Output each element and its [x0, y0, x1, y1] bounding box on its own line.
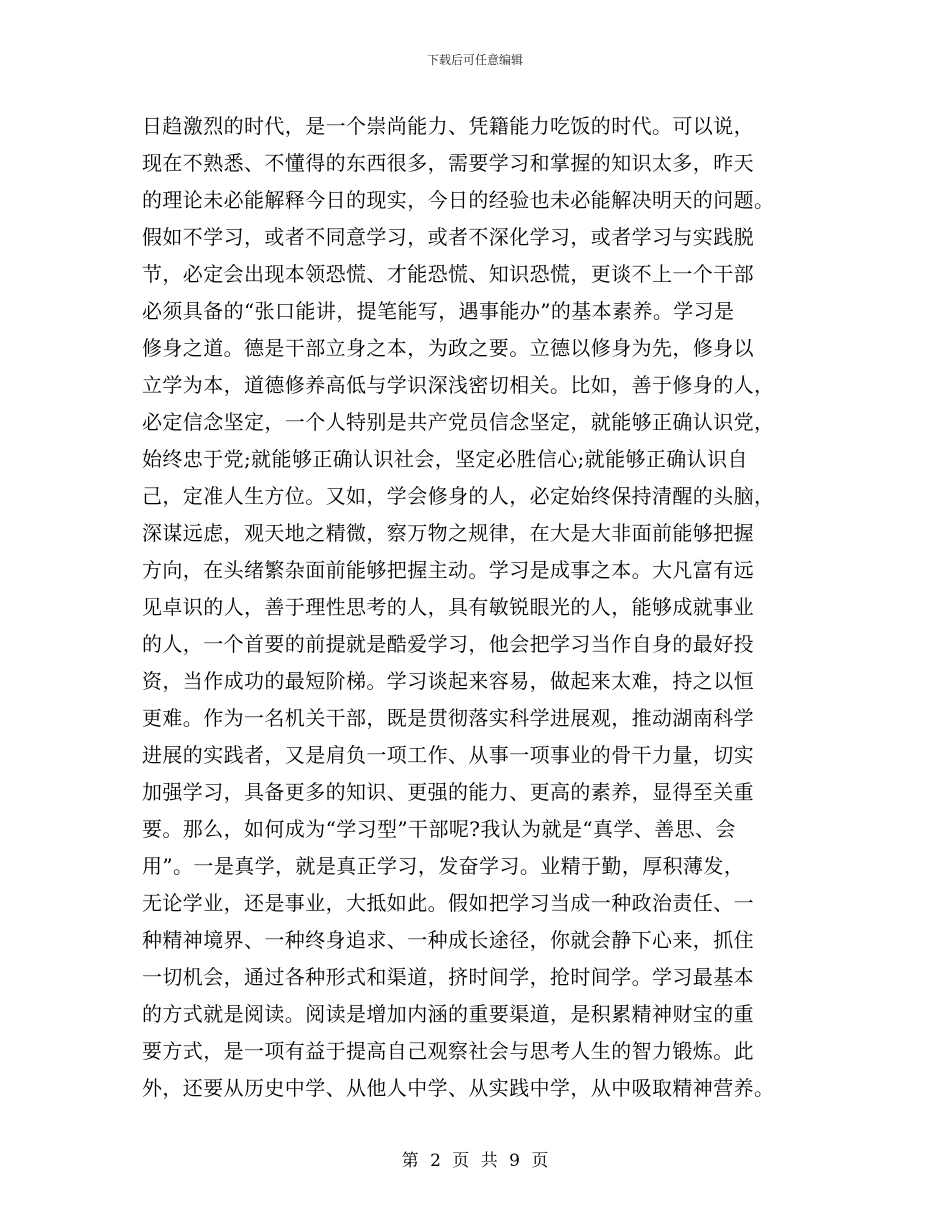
body-line: 的理论未必能解释今日的现实，今日的经验也未必能解决明天的问题。	[142, 188, 775, 212]
body-line: 必定信念坚定，一个人特别是共产党员信念坚定，就能够正确认识党，	[142, 410, 775, 434]
body-line: 的方式就是阅读。阅读是增加内涵的重要渠道，是积累精神财宝的重	[142, 1002, 754, 1026]
body-line: 方向，在头绪繁杂面前能够把握主动。学习是成事之本。大凡富有远	[142, 558, 754, 582]
body-line: 加强学习，具备更多的知识、更强的能力、更高的素养，显得至关重	[142, 780, 754, 804]
body-line: 外，还要从历史中学、从他人中学、从实践中学，从中吸取精神营养。	[142, 1076, 775, 1100]
body-line: 一切机会，通过各种形式和渠道，挤时间学，抢时间学。学习最基本	[142, 965, 754, 989]
body-line: 始终忠于党;就能够正确认识社会，坚定必胜信心;就能够正确认识自	[142, 447, 748, 471]
body-line: 要。那么，如何成为“学习型”干部呢?我认为就是“真学、善思、会	[142, 817, 736, 841]
page-header: 下载后可任意编辑	[426, 53, 523, 67]
body-line: 深谋远虑，观天地之精微，察万物之规律，在大是大非面前能够把握	[142, 521, 754, 545]
body-line: 的人，一个首要的前提就是酷爱学习，他会把学习当作自身的最好投	[142, 632, 754, 656]
body-line: 修身之道。德是干部立身之本，为政之要。立德以修身为先，修身以	[142, 336, 754, 360]
body-line: 己，定准人生方位。又如，学会修身的人，必定始终保持清醒的头脑，	[142, 484, 775, 508]
body-line: 进展的实践者，又是肩负一项工作、从事一项事业的骨干力量，切实	[142, 743, 754, 767]
document-body	[142, 108, 814, 1107]
body-line: 立学为本，道德修养高低与学识深浅密切相关。比如，善于修身的人，	[142, 373, 775, 397]
body-line: 资，当作成功的最短阶梯。学习谈起来容易，做起来太难，持之以恒	[142, 669, 754, 693]
body-line: 必须具备的“张口能讲，提笔能写，遇事能办”的基本素养。学习是	[142, 299, 735, 323]
body-line: 假如不学习，或者不同意学习，或者不深化学习，或者学习与实践脱	[142, 225, 754, 249]
body-line: 无论学业，还是事业，大抵如此。假如把学习当成一种政治责任、一	[142, 891, 754, 915]
body-line: 更难。作为一名机关干部，既是贯彻落实科学进展观，推动湖南科学	[142, 706, 754, 730]
body-line: 日趋激烈的时代，是一个崇尚能力、凭籍能力吃饭的时代。可以说，	[142, 114, 754, 138]
body-line: 用”。一是真学，就是真正学习，发奋学习。业精于勤，厚积薄发，	[142, 854, 745, 878]
body-line: 要方式，是一项有益于提高自己观察社会与思考人生的智力锻炼。此	[142, 1039, 754, 1063]
body-line: 种精神境界、一种终身追求、一种成长途径，你就会静下心来，抓住	[142, 928, 754, 952]
body-line: 节，必定会出现本领恐慌、才能恐慌、知识恐慌，更谈不上一个干部	[142, 262, 754, 286]
page-number: 第 2 页 共 9 页	[401, 1151, 549, 1171]
body-line: 现在不熟悉、不懂得的东西很多，需要学习和掌握的知识太多，昨天	[142, 151, 754, 175]
body-line: 见卓识的人，善于理性思考的人，具有敏锐眼光的人，能够成就事业	[142, 595, 754, 619]
